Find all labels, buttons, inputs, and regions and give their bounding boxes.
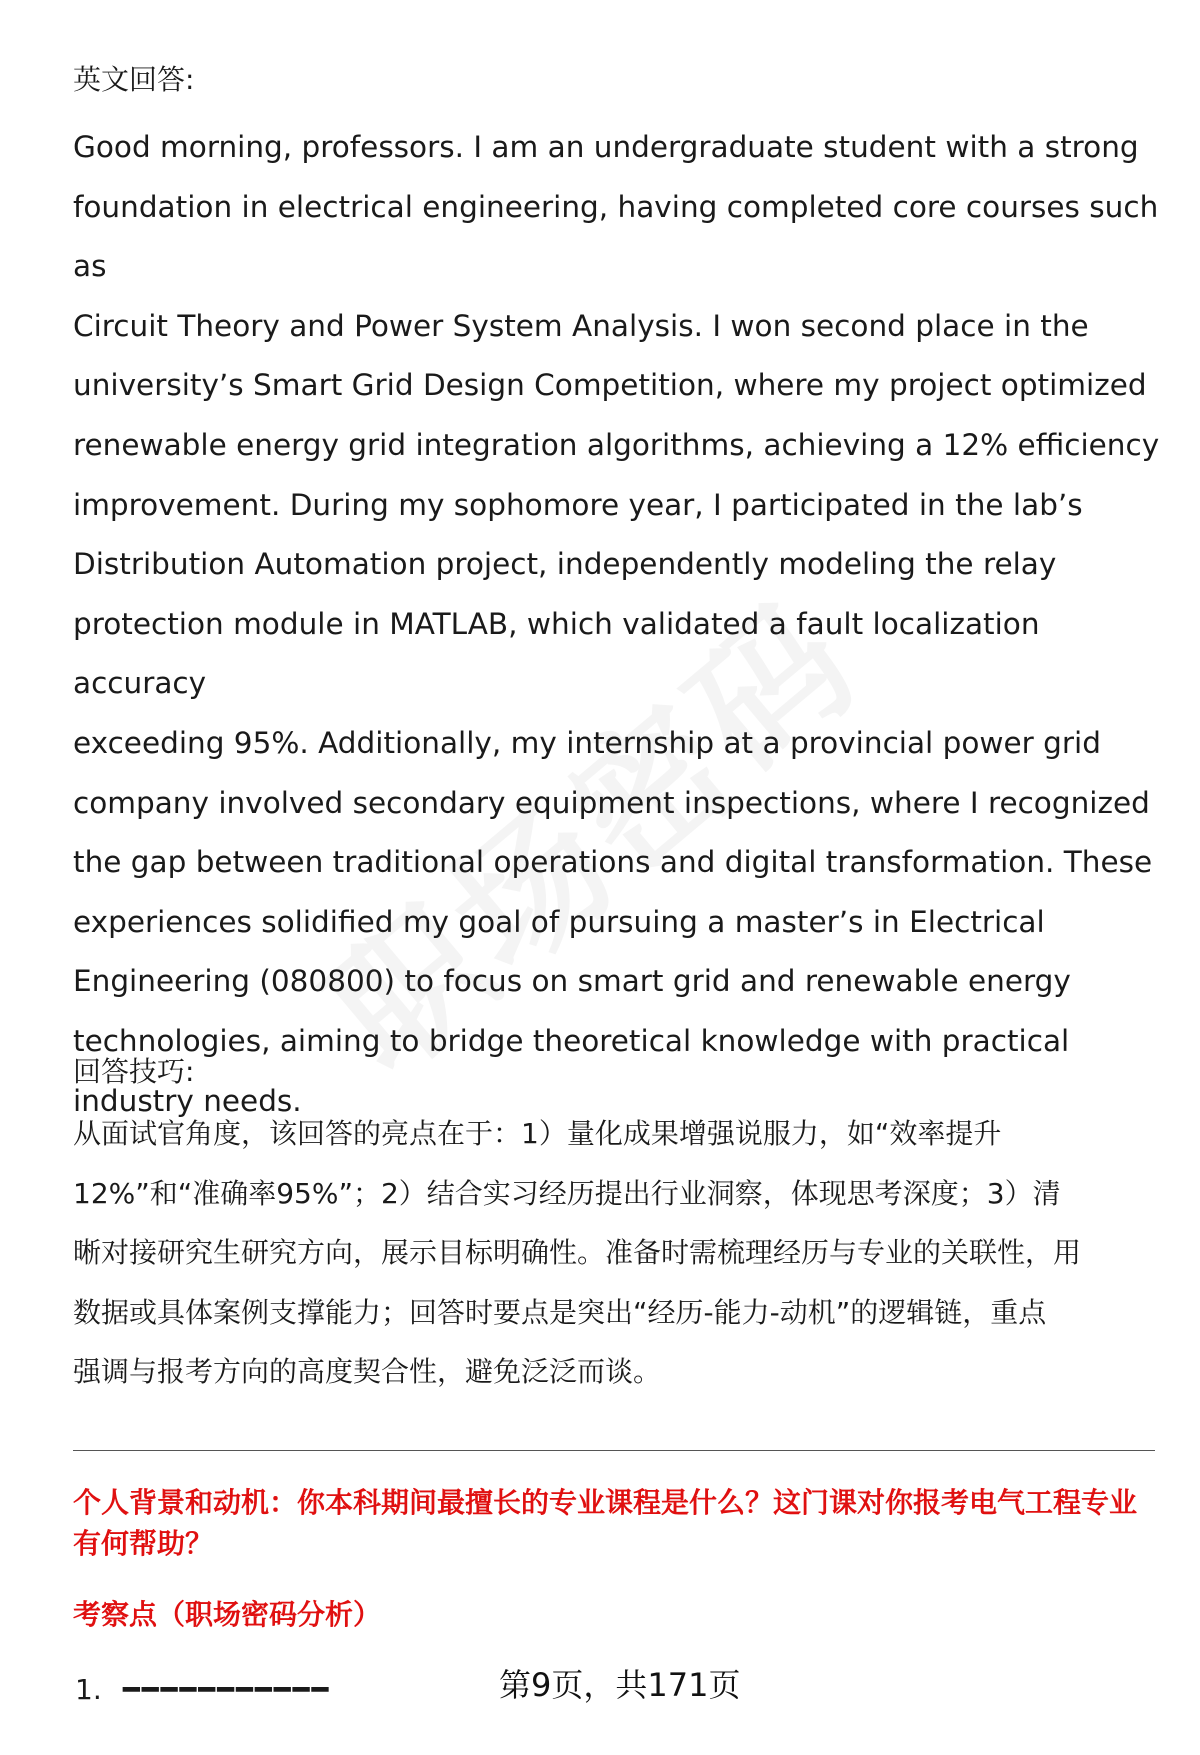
- english-answer-label: 英文回答:: [73, 63, 195, 96]
- cut-off-text-line: 1. ━━━━━━━━━━━: [75, 1673, 331, 1706]
- english-answer-text: Good morning, professors. I am an undergraduate student with a strong foundation in electrical engineering, having completed core courses such as Circuit Theory and Power System Analysis. I won second place in the university’s Smart Grid Design Competition, where my project optimized renewable energy grid integration algorithms, achieving a 12% efficiency improvement. During my sophomore year, I participated in the lab’s Distribution Automation project, independently modeling the relay protection module in MATLAB, which validated a fault localization accuracy exceeding 95%. Additionally, my internship at a provincial power grid company involved secondary equipment inspections, where I recognized the gap between traditional operations and digital transformation. These experiences solidified my goal of pursuing a master’s in Electrical Engineering (080800) to focus on smart grid and renewable energy technologies, aiming to bridge theoretical knowledge with practical industry needs.: [73, 130, 1160, 1118]
- page-number: 第9页，共171页: [493, 1660, 746, 1710]
- section-divider: [73, 1450, 1155, 1451]
- answer-tips-text: 从面试官角度，该回答的亮点在于：1）量化成果增强说服力，如“效率提升 12%”和“准确率95%”；2）结合实习经历提出行业洞察，体现思考深度；3）清 晰对接研究生研究方向，展示目标明确性。准备时需梳理经历与专业的关联性，用 数据或具体案例支撑能力；回答时要点是突出“经历-能力-动机”的逻辑链，重点 强调与报考方向的高度契合性，避免泛泛而谈。: [73, 1117, 1082, 1388]
- document-page: [73, 0, 1160, 1755]
- next-question-heading: 个人背景和动机：你本科期间最擅长的专业课程是什么？这门课对你报考电气工程专业有何帮助？: [73, 1486, 1138, 1560]
- exam-point-title: 考察点（职场密码分析）: [73, 1598, 382, 1631]
- answer-tips-label: 回答技巧:: [73, 1055, 195, 1088]
